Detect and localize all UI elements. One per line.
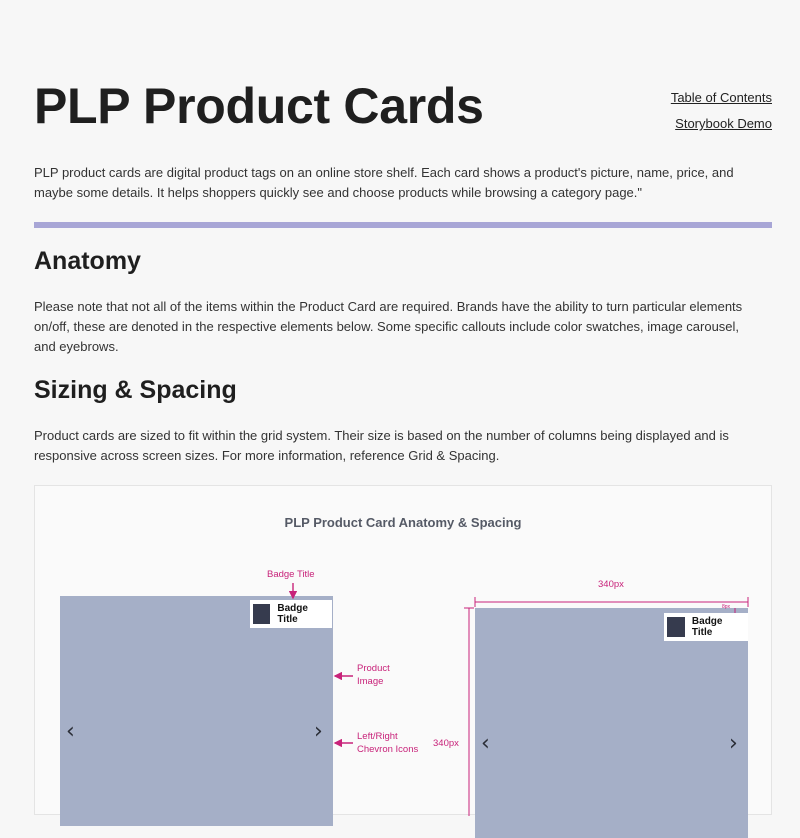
intro-paragraph: PLP product cards are digital product tags on an online store shelf. Each card shows a product's picture, name, price, and maybe some details. It helps shoppers quickly see and choose products while browsing a category page." [34,165,734,200]
figure-title: PLP Product Card Anatomy & Spacing [284,515,522,530]
width-dimension-label: 340px [598,579,624,590]
page-title: PLP Product Cards [34,78,484,134]
product-image-callout: Product Image [357,663,390,687]
chevron-right-icon: › [729,731,738,756]
anatomy-figure [34,485,772,815]
badge-callout: Badge Title [267,569,315,580]
sizing-heading: Sizing & Spacing [34,376,237,404]
badge-label: Badge Title [691,616,723,638]
anatomy-paragraph: Please note that not all of the items within the Product Card are required. Brands have the ability to turn particular elements on/off, these are denoted in the respective elements below. Some specific callouts include color swatches, image carousel, and eyebrows. [34,299,743,354]
table-of-contents-link[interactable]: Table of Contents [670,90,772,105]
annotation-lines [35,486,773,816]
anatomy-heading: Anatomy [34,247,141,275]
sizing-paragraph: Product cards are sized to fit within the grid system. Their size is based on the number of columns being displayed and is responsive across screen sizes. For more information, reference Grid & Spacing. [34,428,729,463]
height-dimension-label: 340px [433,738,459,749]
storybook-demo-link[interactable]: Storybook Demo [675,116,772,131]
chevron-right-icon: › [314,719,323,744]
badge-offset-label: 8px [722,604,731,610]
chevron-callout: Left/Right Chevron Icons [357,731,419,755]
page-links [671,90,772,142]
badge-label: Badge Title [277,603,308,625]
chevron-left-icon: ‹ [481,731,490,756]
section-divider [34,222,772,228]
chevron-left-icon: ‹ [66,719,75,744]
